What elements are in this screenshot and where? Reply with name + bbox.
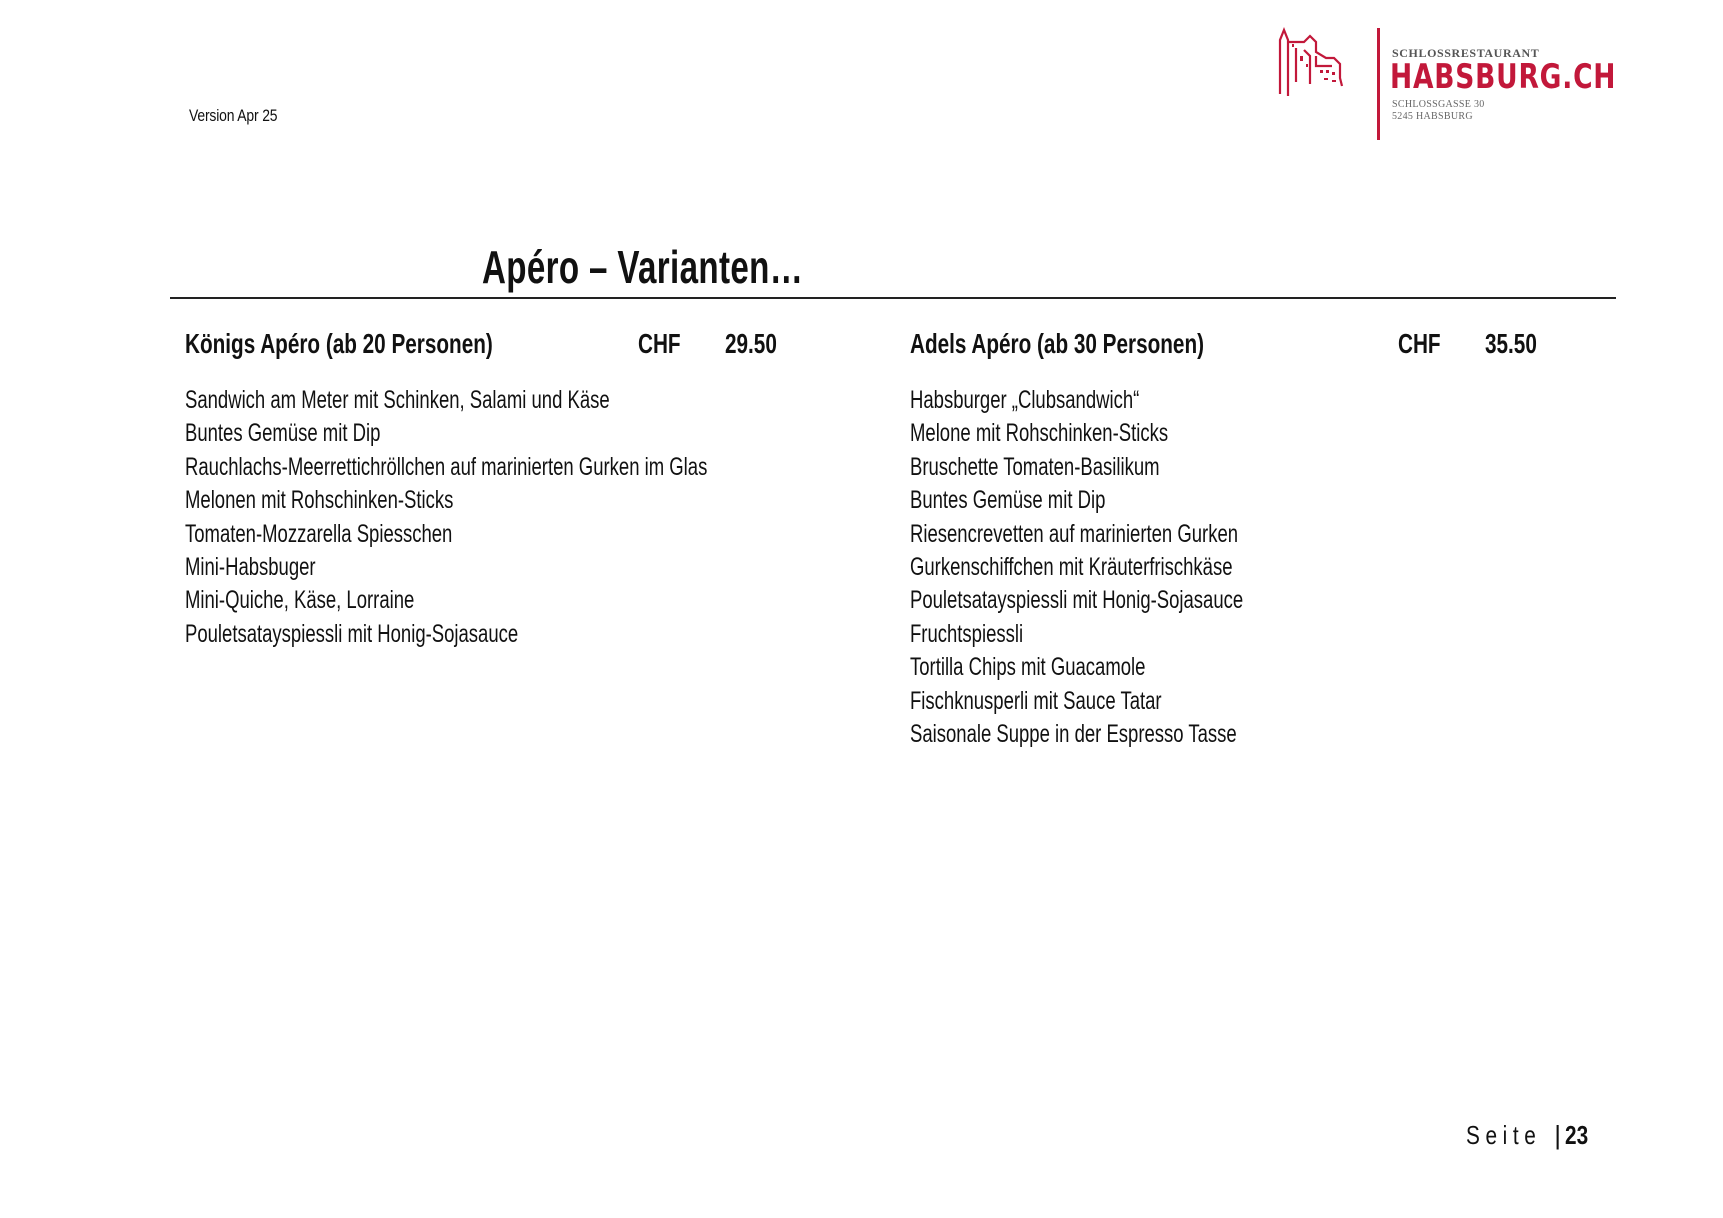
list-item: Melonen mit Rohschinken-Sticks (185, 486, 454, 515)
list-item: Tortilla Chips mit Guacamole (910, 653, 1146, 682)
page-number-value: 23 (1565, 1120, 1589, 1150)
menu-currency: CHF (1398, 328, 1441, 359)
menu-heading (910, 328, 1537, 364)
list-item: Mini-Quiche, Käse, Lorraine (185, 586, 415, 615)
list-item: Tomaten-Mozzarella Spiesschen (185, 519, 453, 548)
address-street: SCHLOSSGASSE 30 (1392, 99, 1485, 110)
list-item: Buntes Gemüse mit Dip (910, 486, 1106, 515)
list-item: Rauchlachs-Meerrettichröllchen auf marinierten Gurken im Glas (185, 452, 708, 481)
menu-heading (185, 328, 805, 364)
list-item: Habsburger „Clubsandwich“ (910, 386, 1140, 414)
list-item: Sandwich am Meter mit Schinken, Salami und Käse (185, 386, 610, 414)
list-item: Bruschette Tomaten-Basilikum (910, 452, 1160, 481)
menu-price: 29.50 (725, 328, 777, 359)
list-item: Gurkenschiffchen mit Kräuterfrischkäse (910, 552, 1233, 581)
title-divider (170, 297, 1616, 299)
list-item: Mini-Habsbuger (185, 552, 316, 581)
logo-wordmark: HABSBURG.CH (1390, 57, 1617, 97)
menu-name: Adels Apéro (ab 30 Personen) (910, 328, 1204, 359)
list-item: Fischknusperli mit Sauce Tatar (910, 686, 1162, 715)
menu-price: 35.50 (1485, 328, 1537, 359)
list-item: Saisonale Suppe in der Espresso Tasse (910, 719, 1237, 748)
menu-item-list (910, 384, 1360, 751)
menu-column-right (910, 328, 1537, 748)
page-label: Seite (1466, 1120, 1542, 1150)
list-item: Pouletsatayspiessli mit Honig-Sojasauce (185, 619, 519, 648)
page-number (1466, 1120, 1594, 1151)
menu-column-left (185, 328, 805, 648)
menu-currency: CHF (638, 328, 681, 359)
list-item: Fruchtspiessli (910, 619, 1024, 648)
page-title: Apéro – Varianten… (481, 241, 804, 293)
menu-name: Königs Apéro (ab 20 Personen) (185, 328, 493, 359)
list-item: Riesencrevetten auf marinierten Gurken (910, 519, 1239, 548)
list-item: Buntes Gemüse mit Dip (185, 419, 381, 448)
address-city: 5245 HABSBURG (1392, 111, 1473, 122)
page-separator: | (1554, 1120, 1562, 1150)
list-item: Melone mit Rohschinken-Sticks (910, 419, 1169, 448)
logo-tagline: SCHLOSSRESTAURANT (1392, 46, 1540, 60)
menu-item-list (185, 384, 891, 651)
version-label: Version Apr 25 (189, 106, 278, 125)
list-item: Pouletsatayspiessli mit Honig-Sojasauce (910, 586, 1244, 615)
